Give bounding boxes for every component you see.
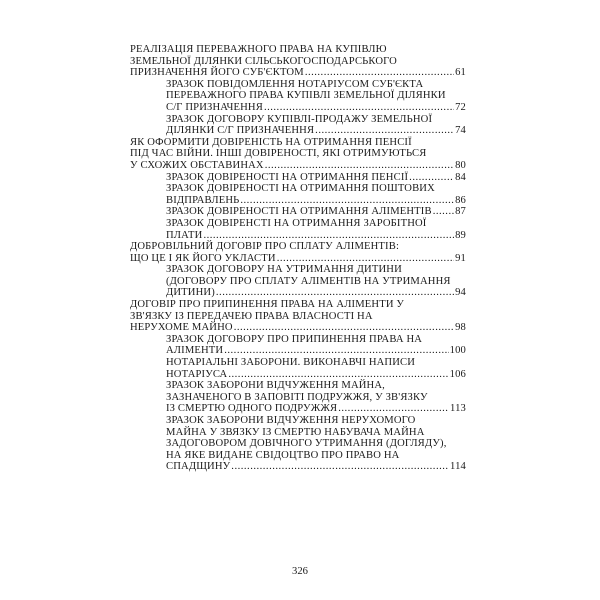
toc-entry-title-end: ІЗ СМЕРТЮ ОДНОГО ПОДРУЖЖЯ	[166, 403, 338, 415]
toc-page-number: 87	[455, 206, 466, 218]
toc-entry	[130, 241, 466, 264]
toc-page-number: 74	[455, 125, 466, 137]
dot-leader	[228, 369, 448, 381]
toc-entry-line: ЗРАЗОК ДОГОВОРУ НА УТРИМАННЯ ДИТИНИ	[166, 264, 402, 276]
dot-leader	[265, 160, 454, 172]
toc-page-number: 80	[455, 159, 466, 171]
toc-entry	[130, 172, 466, 184]
toc-page-number: 89	[455, 229, 466, 241]
dot-leader	[216, 287, 454, 299]
toc-entry-line: ЗРАЗОК ПОВІДОМЛЕННЯ НОТАРІУСОМ СУБ'ЄКТА	[166, 78, 424, 90]
dot-leader	[240, 195, 454, 207]
toc-entry-line: НА ЯКЕ ВИДАНЕ СВІДОЦТВО ПРО ПРАВО НА	[166, 449, 400, 461]
toc-entry-last-line	[148, 345, 466, 357]
toc-entry-line: ЯК ОФОРМИТИ ДОВІРЕНІСТЬ НА ОТРИМАННЯ ПЕНСІЇ	[130, 136, 412, 148]
toc-page-number: 98	[455, 322, 466, 334]
toc-entry	[130, 357, 466, 380]
toc-entry-title-end: ПРИЗНАЧЕННЯ ЙОГО СУБ'ЄКТОМ	[130, 67, 304, 79]
toc-entry-line: ДОГОВІР ПРО ПРИПИНЕННЯ ПРАВА НА АЛІМЕНТИ У	[130, 299, 405, 311]
toc-entry	[130, 44, 466, 79]
dot-leader	[338, 403, 449, 415]
dot-leader	[315, 125, 454, 137]
page-number: 326	[292, 566, 308, 577]
toc-entry-title-end: НЕРУХОМЕ МАЙНО	[130, 322, 233, 334]
toc-entry-line: НОТАРІАЛЬНІ ЗАБОРОНИ. ВИКОНАВЧІ НАПИСИ	[166, 357, 416, 369]
toc-entry-title-end: ПЛАТИ	[166, 229, 203, 241]
dot-leader	[409, 172, 454, 184]
toc-entry-last-line	[148, 102, 466, 114]
toc-entry-line: ЗРАЗОК ДОГОВОРУ КУПІВЛІ-ПРОДАЖУ ЗЕМЕЛЬНОЇ	[166, 113, 433, 125]
dot-leader	[203, 230, 454, 242]
toc-entry-line: ДОБРОВІЛЬНИЙ ДОГОВІР ПРО СПЛАТУ АЛІМЕНТІВ:	[130, 241, 400, 253]
toc-entry-line: ПІД ЧАС ВІЙНИ. ІНШІ ДОВІРЕНОСТІ, ЯКІ ОТРИМУЮТЬСЯ	[130, 148, 427, 160]
toc-entry-line: ПЕРЕВАЖНОГО ПРАВА КУПІВЛІ ЗЕМЕЛЬНОЇ ДІЛЯНКИ	[166, 90, 446, 102]
toc-entry-last-line	[130, 253, 466, 265]
dot-leader	[224, 345, 448, 357]
toc-entry-title-end: С/Г ПРИЗНАЧЕННЯ	[166, 101, 263, 113]
toc-entry	[130, 334, 466, 357]
dot-leader	[433, 206, 454, 218]
toc-entry-last-line	[148, 206, 466, 218]
toc-entry-title-end: СПАДЩИНУ	[166, 461, 231, 473]
toc-entry-title-end: ЗРАЗОК ДОВІРЕНОСТІ НА ОТРИМАННЯ АЛІМЕНТІВ	[166, 206, 432, 218]
dot-leader	[234, 322, 454, 334]
toc-page-number: 61	[455, 67, 466, 79]
dot-leader	[305, 67, 454, 79]
toc-page-number: 72	[455, 101, 466, 113]
toc-entry-line: ЗАДОГОВОРОМ ДОВІЧНОГО УТРИМАННЯ (ДОГЛЯДУ),	[166, 438, 447, 450]
toc-page-number: 114	[450, 461, 466, 473]
dot-leader	[231, 461, 449, 473]
toc-entry-line: ЗРАЗОК ЗАБОРОНИ ВІДЧУЖЕННЯ НЕРУХОМОГО	[166, 415, 416, 426]
toc-entry-title-end: ЩО ЦЕ І ЯК ЙОГО УКЛАСТИ	[130, 252, 276, 264]
toc-entry	[130, 79, 466, 114]
toc-entry-last-line	[130, 322, 466, 334]
toc-entry	[130, 264, 466, 299]
toc-page-number: 84	[455, 171, 466, 183]
toc-entry-title-end: ВІДПРАВЛЕНЬ	[166, 194, 240, 206]
toc-entry	[130, 183, 466, 206]
toc-entry-line: ЗРАЗОК ДОВІРЕНОСТІ НА ОТРИМАННЯ ПОШТОВИХ	[166, 183, 435, 195]
toc-entry-title-end: ЗРАЗОК ДОВІРЕНОСТІ НА ОТРИМАННЯ ПЕНСІЇ	[166, 171, 409, 183]
toc-entry-last-line	[148, 195, 466, 207]
toc-page-number: 100	[449, 345, 466, 357]
toc-entry-title-end: НОТАРІУСА	[166, 368, 228, 380]
toc-entry	[130, 137, 466, 172]
toc-entry-line: ЗЕМЕЛЬНОЇ ДІЛЯНКИ СІЛЬСЬКОГОСПОДАРСЬКОГО	[130, 55, 397, 67]
toc-entry-line: РЕАЛІЗАЦІЯ ПЕРЕВАЖНОГО ПРАВА НА КУПІВЛЮ	[130, 44, 387, 55]
table-of-contents	[130, 44, 466, 473]
toc-entry-line: МАЙНА У ЗВЯЗКУ ІЗ СМЕРТЮ НАБУВАЧА МАЙНА	[166, 426, 425, 438]
toc-entry-line: ЗРАЗОК ЗАБОРОНИ ВІДЧУЖЕННЯ МАЙНА,	[166, 380, 385, 392]
toc-entry	[130, 380, 466, 415]
toc-entry-last-line	[148, 172, 466, 184]
toc-entry	[130, 206, 466, 218]
toc-entry	[130, 218, 466, 241]
toc-entry-last-line	[148, 287, 466, 299]
toc-page-number: 86	[455, 194, 466, 206]
toc-entry-last-line	[148, 403, 466, 415]
toc-entry-line: ЗРАЗОК ДОГОВОРУ ПРО ПРИПИНЕННЯ ПРАВА НА	[166, 333, 423, 345]
toc-page-number: 91	[455, 252, 466, 264]
toc-entry-title-end: ДИТИНИ)	[166, 287, 215, 299]
dot-leader	[264, 102, 454, 114]
toc-entry-title-end: У СХОЖИХ ОБСТАВИНАХ	[130, 159, 264, 171]
toc-page-number: 106	[449, 368, 466, 380]
toc-page-number: 113	[450, 403, 466, 415]
toc-entry-line: (ДОГОВОРУ ПРО СПЛАТУ АЛІМЕНТІВ НА УТРИМАННЯ	[166, 275, 451, 287]
toc-entry-title-end: ДІЛЯНКИ С/Г ПРИЗНАЧЕННЯ	[166, 125, 315, 137]
toc-entry-last-line	[130, 67, 466, 79]
toc-page-number: 94	[455, 287, 466, 299]
toc-entry-line: ЗРАЗОК ДОВІРЕНСТІ НА ОТРИМАННЯ ЗАРОБІТНОЇ	[166, 217, 427, 229]
toc-entry	[130, 114, 466, 137]
toc-entry-last-line	[148, 125, 466, 137]
toc-entry-last-line	[148, 230, 466, 242]
toc-entry-last-line	[148, 461, 466, 473]
toc-entry	[130, 415, 466, 473]
dot-leader	[277, 253, 454, 265]
toc-entry	[130, 299, 466, 334]
toc-entry-title-end: АЛІМЕНТИ	[166, 345, 224, 357]
toc-entry-last-line	[130, 160, 466, 172]
toc-entry-last-line	[148, 369, 466, 381]
toc-entry-line: ЗВ'ЯЗКУ ІЗ ПЕРЕДАЧЕЮ ПРАВА ВЛАСНОСТІ НА	[130, 310, 373, 322]
toc-entry-line: ЗАЗНАЧЕНОГО В ЗАПОВІТІ ПОДРУЖЖЯ, У ЗВ'ЯЗКУ	[166, 391, 428, 403]
